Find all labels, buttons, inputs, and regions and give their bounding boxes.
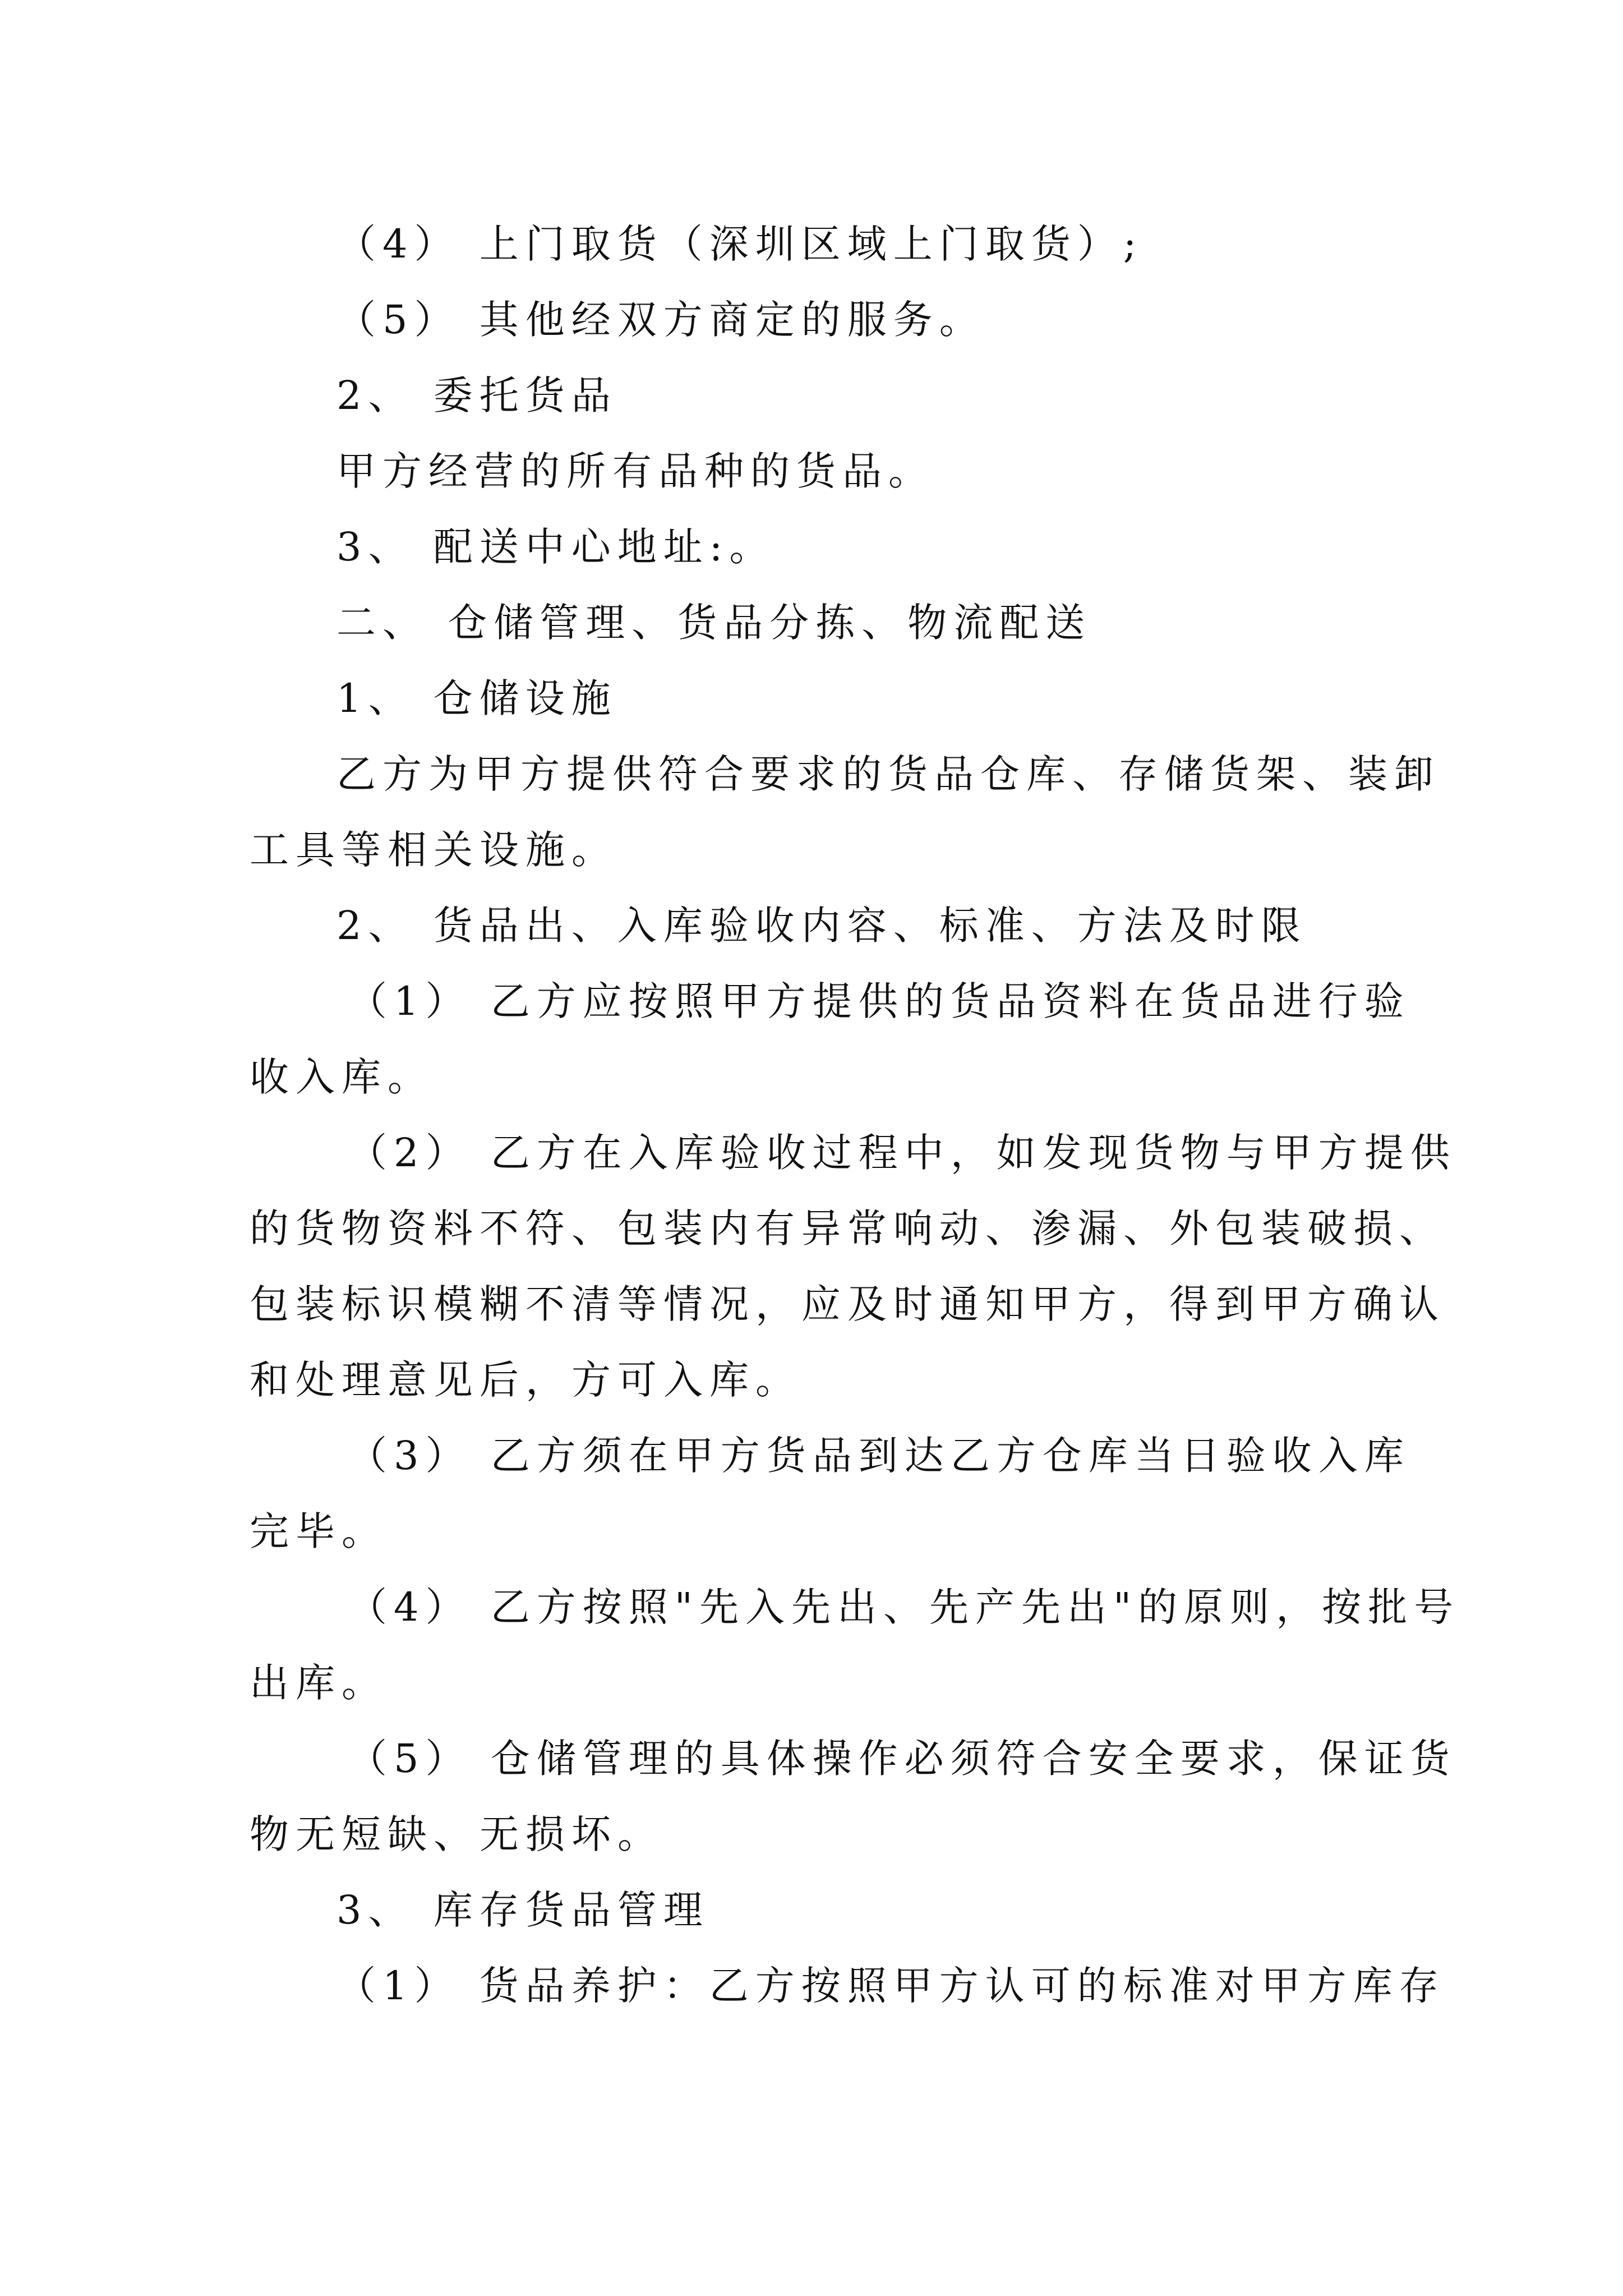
text-line-24: （1） 货品养护：乙方按照甲方认可的标准对甲方库存	[336, 1963, 1445, 2009]
text-line-21: （5） 仓储管理的具体操作必须符合安全要求，保证货	[348, 1736, 1456, 1782]
text-line-2: （5） 其他经双方商定的服务。	[336, 297, 985, 343]
text-line-12: 收入库。	[250, 1054, 434, 1100]
text-line-22: 物无短缺、无损坏。	[250, 1811, 663, 1857]
text-line-7: 1、 仓储设施	[336, 675, 617, 721]
text-line-1: （4） 上门取货（深圳区域上门取货）;	[336, 221, 1144, 267]
text-line-20: 出库。	[250, 1660, 388, 1706]
text-line-16: 和处理意见后，方可入库。	[250, 1357, 801, 1403]
text-line-18: 完毕。	[250, 1508, 388, 1554]
text-line-23: 3、 库存货品管理	[336, 1887, 709, 1933]
text-line-9: 工具等相关设施。	[250, 827, 617, 873]
text-line-11: （1） 乙方应按照甲方提供的货品资料在货品进行验	[348, 978, 1410, 1024]
text-line-14: 的货物资料不符、包装内有异常响动、渗漏、外包装破损、	[250, 1205, 1445, 1251]
text-line-10: 2、 货品出、入库验收内容、标准、方法及时限	[336, 903, 1307, 949]
text-line-13: （2） 乙方在入库验收过程中，如发现货物与甲方提供	[348, 1130, 1456, 1176]
text-line-15: 包装标识模糊不清等情况，应及时通知甲方，得到甲方确认	[250, 1281, 1445, 1327]
text-line-17: （3） 乙方须在甲方货品到达乙方仓库当日验收入库	[348, 1433, 1410, 1479]
text-line-6: 二、 仓储管理、货品分拣、物流配送	[336, 600, 1092, 646]
text-line-4: 甲方经营的所有品种的货品。	[336, 448, 934, 494]
text-line-5: 3、 配送中心地址:。	[336, 524, 776, 570]
text-line-3: 2、 委托货品	[336, 372, 617, 418]
text-line-8: 乙方为甲方提供符合要求的货品仓库、存储货架、装卸	[336, 751, 1440, 797]
text-line-19: （4） 乙方按照"先入先出、先产先出"的原则，按批号	[348, 1584, 1460, 1630]
